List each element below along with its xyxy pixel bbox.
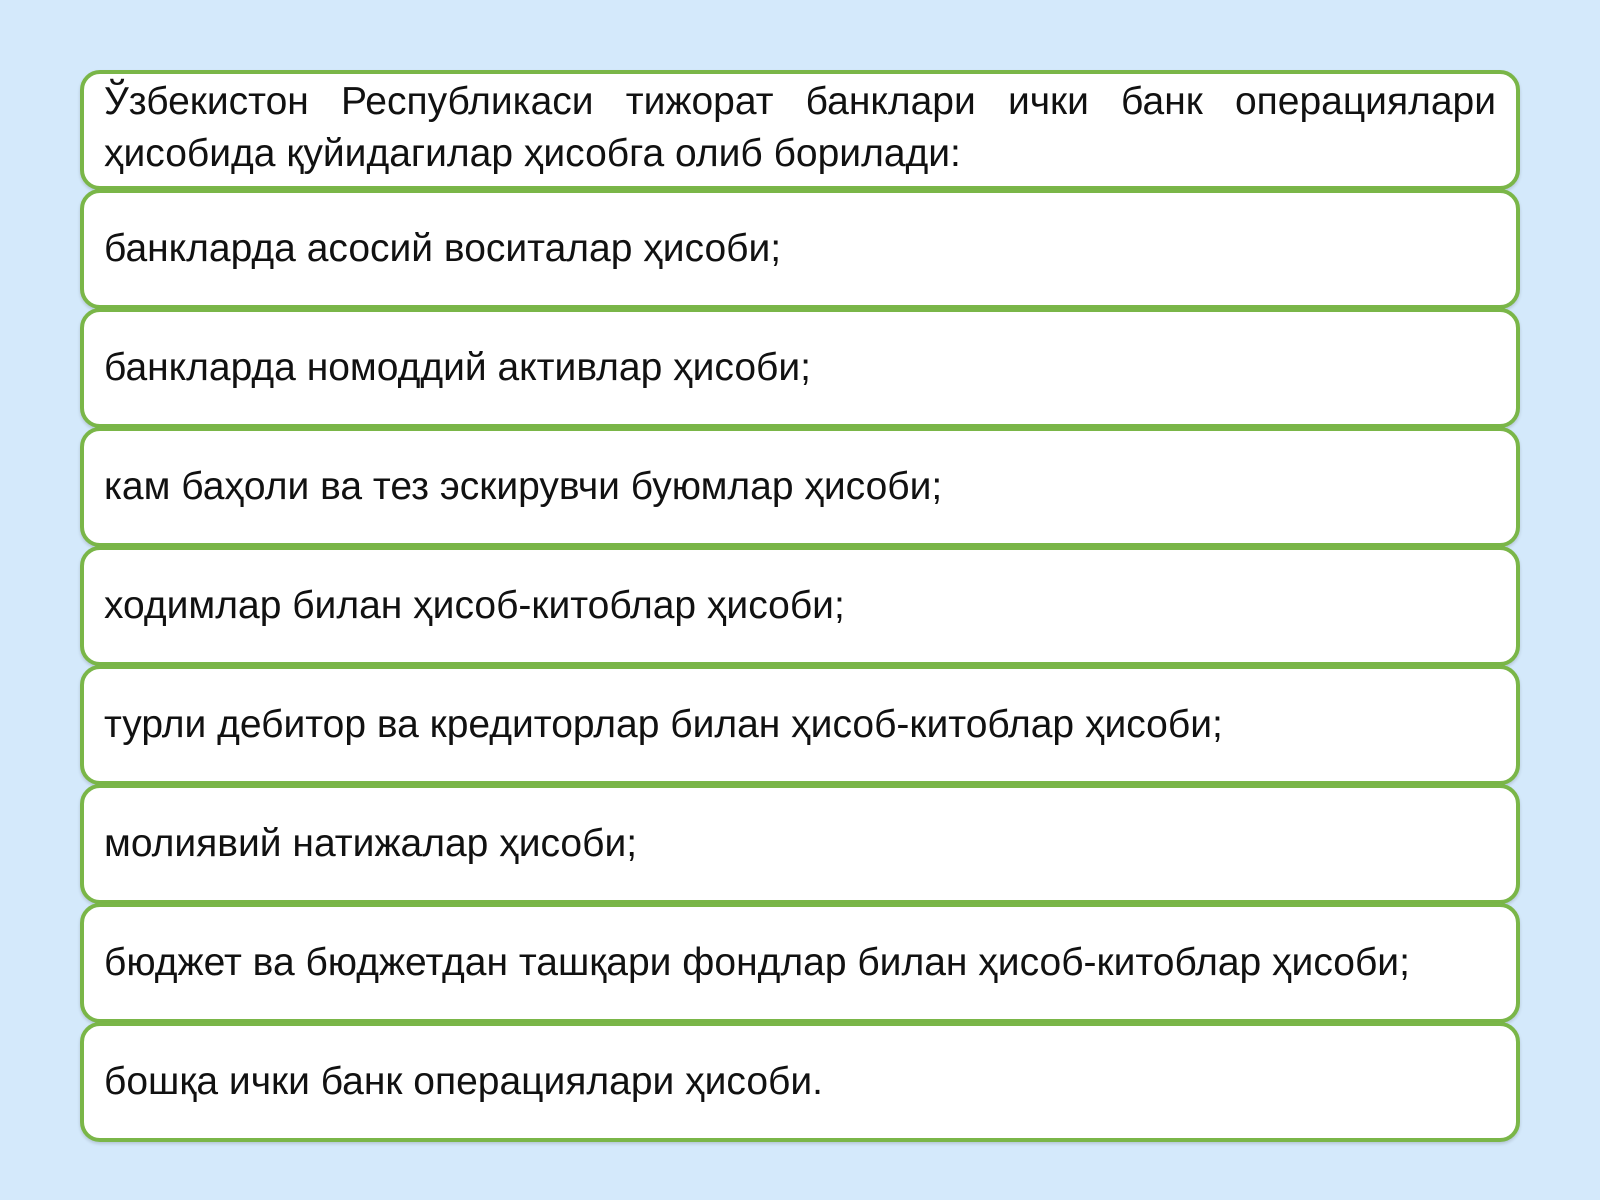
list-item [80,308,1520,428]
intro-text: Ўзбекистон Республикаси тижорат банклари ички банк операциялари ҳисобида қуйидагилар ҳисобга олиб борилади: [104,80,1496,175]
list-item-text: банкларда номоддий активлар ҳисоби; [104,346,811,389]
list-item [80,189,1520,309]
list-item-text: кам баҳоли ва тез эскирувчи буюмлар ҳисоби; [104,465,943,508]
accounting-list [80,70,1520,1141]
list-item-text: бошқа ички банк операциялари ҳисоби. [104,1060,824,1103]
list-item-text: ходимлар билан ҳисоб-китоблар ҳисоби; [104,584,845,627]
list-item-text: турли дебитор ва кредиторлар билан ҳисоб-китоблар ҳисоби; [104,703,1223,746]
list-item [80,546,1520,666]
list-item [80,784,1520,904]
list-item [80,427,1520,547]
list-item-text: бюджет ва бюджетдан ташқари фондлар билан ҳисоб-китоблар ҳисоби; [104,941,1410,984]
list-item-text: банкларда асосий воситалар ҳисоби; [104,227,782,270]
list-item [80,1022,1520,1142]
list-item [80,665,1520,785]
intro-box [80,70,1520,190]
list-item-text: молиявий натижалар ҳисоби; [104,822,638,865]
list-item [80,903,1520,1023]
